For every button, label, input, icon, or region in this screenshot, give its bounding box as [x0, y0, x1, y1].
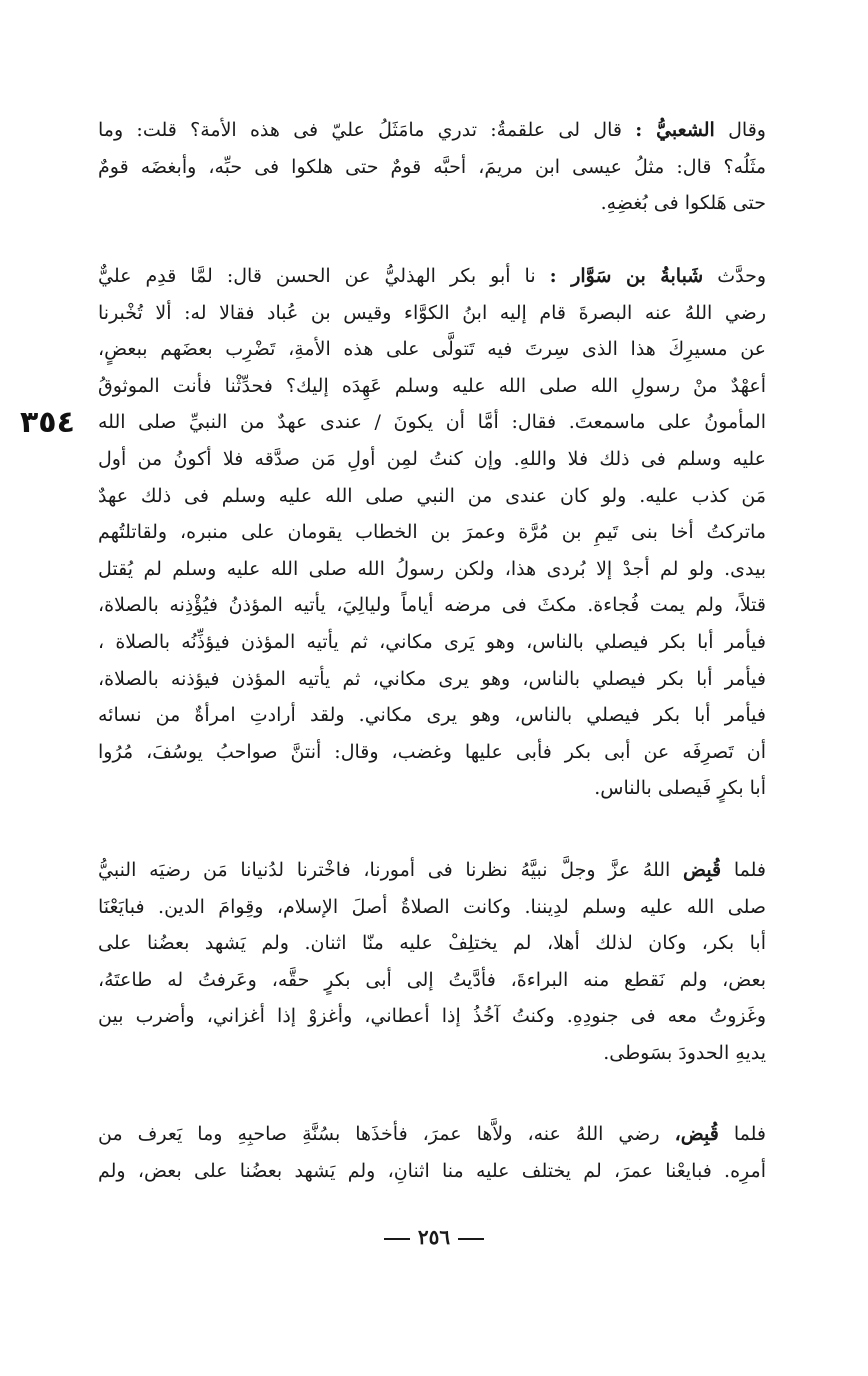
- text-line: بيدى. ولو لم أجدْ إلا بُردى هذا، ولكن رسولُ الله صلى الله عليه وسلم لم يُقتل: [98, 557, 766, 580]
- text-line: فيأمر أبا بكر فيصلي بالناس، وهو يرى مكاني. ولقد أرادتِ امرأةٌ من نسائه: [98, 704, 766, 727]
- text-line: أمرِه. فبايعْنا عمرَ، لم يختلف عليه منا اثنانِ، ولم يَشهد بعضُنا على بعض، ولم: [98, 1159, 766, 1182]
- text-line: رضي اللهُ عنه البصرةَ قام إليه ابنُ الكوَّاء وقيس بن عُباد فقالا له: ألا تُخْبرنا: [98, 301, 766, 324]
- text-line: أن تَصرِفَه عن أبى بكر فأبى عليها وغضب، وقال: أنتنَّ صواحبُ يوسُفَ، مُرُوا: [98, 740, 766, 763]
- paragraph-shababa: [98, 258, 766, 807]
- text-line: وغَزوتُ معه فى جنودِهِ. وكنتُ آخُذُ إذا أعطاني، وأغزوْ إذا أغزاني، وأضرب بين: [98, 1005, 766, 1028]
- text-line: [98, 1116, 766, 1153]
- text-line: حتى هَلكوا فى بُغضِهِ.: [600, 192, 766, 215]
- dash-left: [458, 1238, 484, 1240]
- keyword: قُبِض: [683, 859, 722, 881]
- text-line: [98, 112, 766, 149]
- narrator-name: الشعبيُّ :: [635, 119, 715, 141]
- text-line: فيأمر أبا بكر فيصلي بالناس، وهو يرى مكاني، ثم يأتيه المؤذن فيؤذنه بالصلاة،: [98, 667, 766, 690]
- dash-right: [384, 1238, 410, 1240]
- text-line: فيأمر أبا بكر فيصلي بالناس، وهو يَرى مكاني، ثم يأتيه المؤذن فيؤذِّنُه بالصلاة ،: [98, 630, 766, 653]
- text-line: أعهْدٌ منْ رسولِ الله صلى الله عليه وسلم عَهِدَه إليك؟ فحدِّثْنا فأنت الموثوقُ: [98, 374, 766, 397]
- line-text: قال لى علقمةُ: تدري مامَثَلُ عليّ فى هذه الأمة؟ قلت: وما: [98, 119, 636, 141]
- text-line: قتلاً، ولم يمت فُجاءة. مكثَ فى مرضه أياماً وليالِيَ، يأتيه المؤذنُ فيُؤْذِنه بالصلاة،: [98, 594, 766, 617]
- line-lead: وقال: [714, 119, 766, 141]
- page-number: [0, 1225, 868, 1249]
- page-number-value: ٢٥٦: [417, 1225, 451, 1249]
- text-line: [98, 852, 766, 889]
- line-lead: وحدَّث: [703, 265, 766, 287]
- paragraph-shabi: [98, 112, 766, 222]
- text-line: [98, 258, 766, 295]
- line-text: رضي اللهُ عنه، ولاَّها عمرَ، فأخذَها بسُنَّةِ صاحبِهِ وما يَعرف من: [98, 1123, 675, 1145]
- paragraph-umar: [98, 1116, 766, 1189]
- text-line: بعض، ولم نَقطع منه البراءةَ، فأدَّيتُ إلى أبى بكرٍ حقَّه، وعَرفتُ له طاعتَهُ،: [98, 968, 766, 991]
- narrator-name: شَبابةُ بن سَوَّار :: [549, 265, 704, 287]
- text-line: يديهِ الحدودَ بسَوطى.: [603, 1041, 766, 1064]
- line-text: نا أبو بكر الهذليُّ عن الحسن قال: لمَّا قدِم عليٌّ: [98, 265, 550, 287]
- text-line: مَن كذب عليه. ولو كان عندى من النبي صلى الله عليه وسلم فى ذلك عهدٌ: [98, 484, 766, 507]
- line-lead: فلما: [721, 859, 766, 881]
- margin-folio-number: ٣٥٤: [20, 405, 75, 440]
- text-line: المأمونُ على ماسمعتَ. فقال: أمَّا أن يكونَ / عندى عهدٌ من النبيِّ صلى الله: [98, 411, 766, 434]
- text-line: ماتركتُ أخا بنى تَيمِ بن مُرَّة وعمرَ بن الخطاب يقومان على منبره، ولقاتلتُهم: [98, 521, 766, 544]
- line-text: اللهُ عزَّ وجلَّ نبيَّهُ نظرنا فى أمورنا، فاخْترنا لدُنيانا مَن رضيَه النبيُّ: [98, 859, 684, 881]
- paragraph-abu-bakr: [98, 852, 766, 1072]
- text-line: عن مسيرِكَ هذا الذى سِرتَ فيه تَتولَّى على هذه الأمةِ، تَضْرِب بعضَهم ببعضٍ،: [98, 338, 766, 361]
- text-line: أبا بكر، وكان لذلك أهلا، لم يختلِفْ عليه منّا اثنان. ولم يَشهد بعضُنا على: [98, 932, 766, 955]
- keyword: قُبِض،: [674, 1123, 719, 1145]
- text-line: مثَلُه؟ قال: مثلُ عيسى ابن مريمَ، أحبَّه قومٌ حتى هلكوا فى حبِّه، وأبغضَه قومٌ: [98, 155, 766, 178]
- line-lead: فلما: [718, 1123, 766, 1145]
- text-line: صلى الله عليه وسلم لدِيننا. وكانت الصلاةُ أصلَ الإسلام، وقِوامَ الدين. فبايَعْنَا: [98, 895, 766, 918]
- text-line: أبا بكرٍ فَيصلى بالناس.: [594, 777, 766, 800]
- text-line: عليه وسلم فى ذلك فلا واللهِ. وإن كنتُ لمِن أولِ مَن صدَّقه فلا أكونُ من أول: [98, 447, 766, 470]
